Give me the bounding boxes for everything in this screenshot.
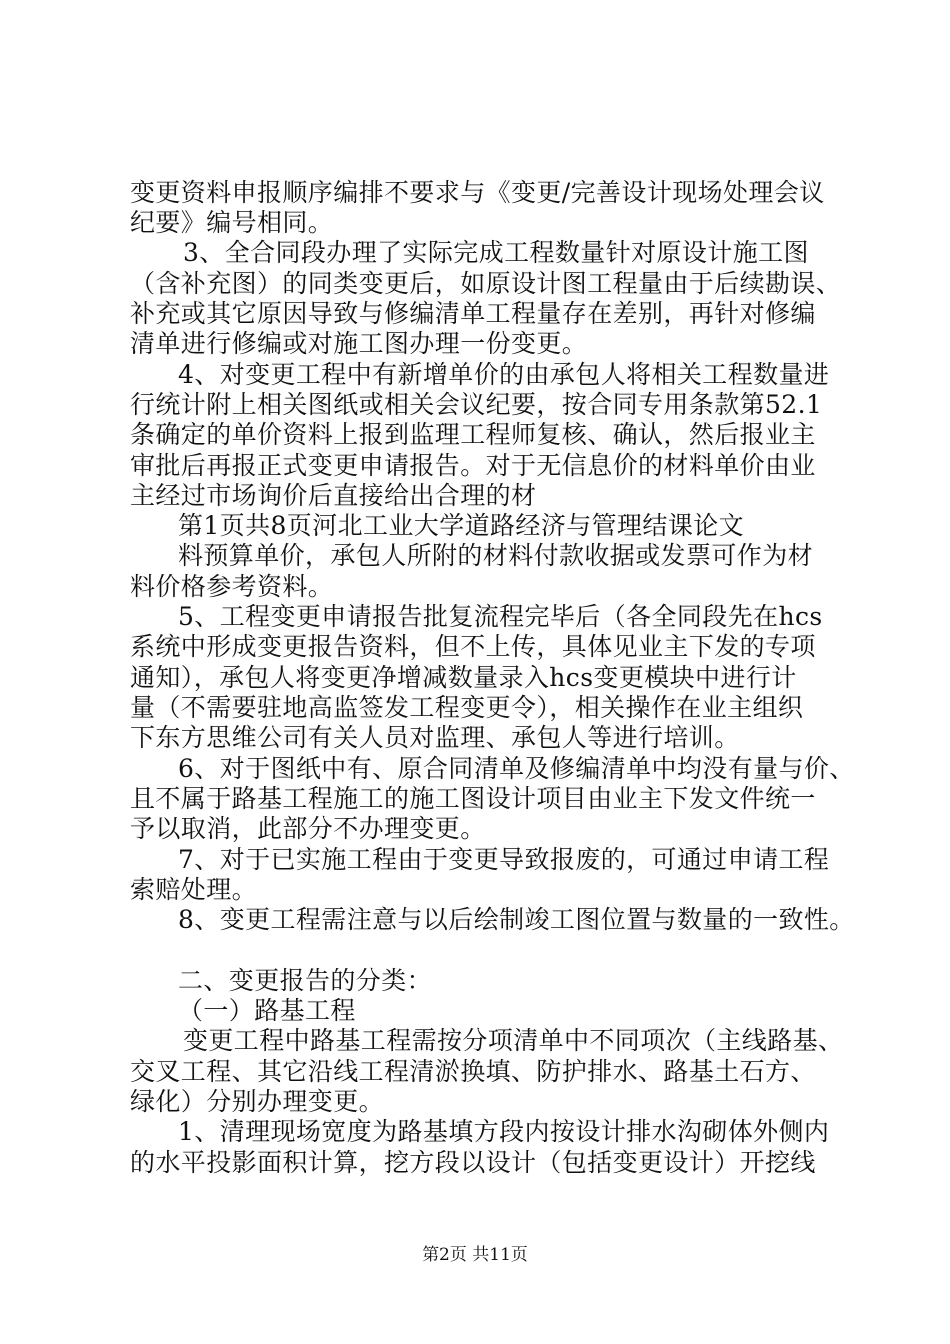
- text-line: 7、对于已实施工程由于变更导致报废的，可通过申请工程: [178, 845, 830, 874]
- text-line: 补充或其它原因导致与修编清单工程量存在差别，再针对修编: [130, 299, 816, 328]
- text-line: 条确定的单价资料上报到监理工程师复核、确认，然后报业主: [130, 420, 816, 449]
- text-line: 且不属于路基工程施工的施工图设计项目由业主下发文件统一: [130, 784, 816, 813]
- text-line: 主经过市场询价后直接给出合理的材: [130, 481, 537, 510]
- text-line: 下东方思维公司有关人员对监理、承包人等进行培训。: [130, 723, 740, 752]
- text-line: 予以取消，此部分不办理变更。: [130, 814, 486, 843]
- text-line: 8、变更工程需注意与以后绘制竣工图位置与数量的一致性。: [178, 905, 855, 934]
- text-line: 清单进行修编或对施工图办理一份变更。: [130, 329, 588, 358]
- text-line: 变更资料申报顺序编排不要求与《变更/完善设计现场处理会议: [130, 178, 825, 207]
- text-line: 的水平投影面积计算，挖方段以设计（包括变更设计）开挖线: [130, 1148, 816, 1177]
- text-line: 料价格参考资料。: [130, 572, 334, 601]
- text-line: 变更工程中路基工程需按分项清单中不同项次（主线路基、: [183, 1026, 844, 1055]
- text-line: 4、对变更工程中有新增单价的由承包人将相关工程数量进: [178, 360, 830, 389]
- subsection-heading: （一）路基工程: [178, 996, 356, 1025]
- text-line: 第1页共8页河北工业大学道路经济与管理结课论文: [178, 511, 745, 540]
- text-line: 5、工程变更申请报告批复流程完毕后（各全同段先在hcs: [178, 602, 823, 631]
- text-line: 纪要》编号相同。: [130, 208, 334, 237]
- text-line: 通知），承包人将变更净增减数量录入hcs变更模块中进行计: [130, 663, 797, 692]
- page-number-footer: 第2页 共11页: [422, 1245, 528, 1265]
- text-line: 料预算单价，承包人所附的材料付款收据或发票可作为材: [178, 541, 814, 570]
- text-line: （含补充图）的同类变更后，如原设计图工程量由于后续勘误、: [130, 269, 842, 298]
- text-line: 系统中形成变更报告资料，但不上传，具体见业主下发的专项: [130, 632, 816, 661]
- text-line: 行统计附上相关图纸或相关会议纪要，按合同专用条款第52.1: [130, 390, 823, 419]
- section-heading: 二、变更报告的分类：: [178, 966, 433, 995]
- text-line: 审批后再报正式变更申请报告。对于无信息价的材料单价由业: [130, 451, 816, 480]
- text-line: 索赔处理。: [130, 875, 258, 904]
- text-line: 绿化）分别办理变更。: [130, 1087, 385, 1116]
- text-line: 3、全合同段办理了实际完成工程数量针对原设计施工图: [183, 238, 809, 267]
- text-line: 6、对于图纸中有、原合同清单及修编清单中均没有量与价、: [178, 754, 855, 783]
- text-line: 量（不需要驻地高监签发工程变更令），相关操作在业主组织: [130, 693, 804, 722]
- text-line: 1、清理现场宽度为路基填方段内按设计排水沟砌体外侧内: [178, 1117, 830, 1146]
- text-line: 交叉工程、其它沿线工程清淤换填、防护排水、路基土石方、: [130, 1057, 816, 1086]
